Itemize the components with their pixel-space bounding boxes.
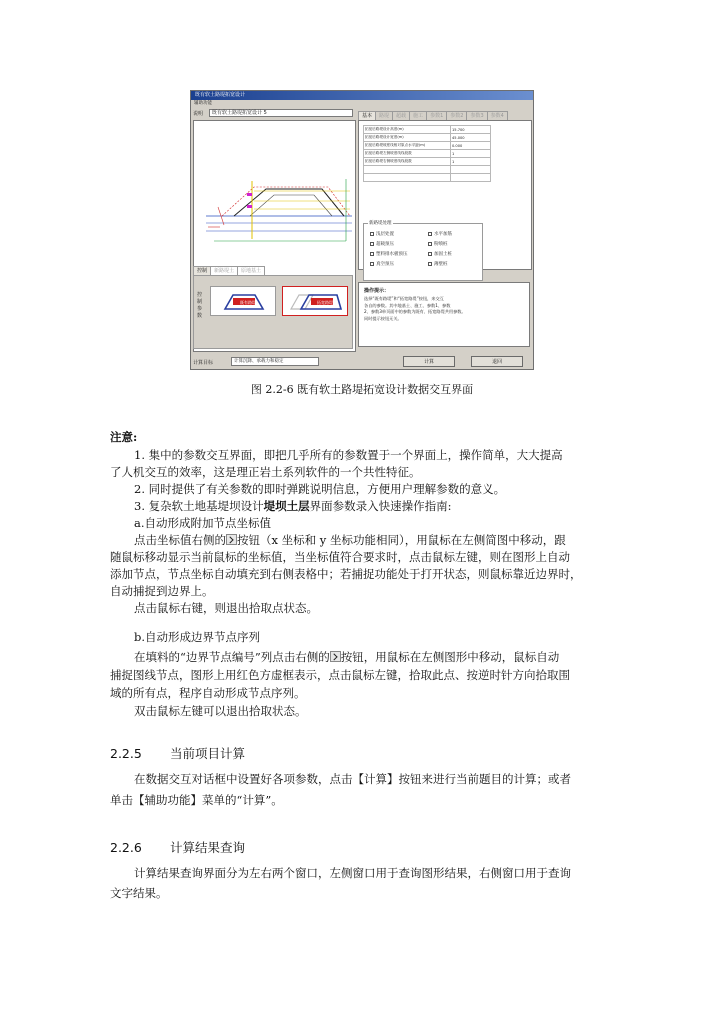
note-2: 2. 同时提供了有关参数的即时弹跳说明信息，方便用户理解参数的意义。 [134,482,506,496]
note-b-line4: 双击鼠标左键可以退出拾取状态。 [134,704,307,718]
checkbox-powder-pile[interactable]: 粉喷桩 [428,241,448,247]
note-b-line1: 在填料的“边界节点编号”列点击右侧的 按钮，用鼠标在左侧图形中移动，鼠标自动 [134,650,560,664]
tab-basic[interactable]: 基本 [358,111,376,120]
tip-line: 2、参数3单页面中的参数为既有、拓宽路堤共用参数。 [364,309,466,314]
note-a-line4: 自动捕捉到边界上。 [110,584,214,598]
note-a-title: a.自动形成附加节点坐标值 [134,516,272,530]
control-side-label: 控制参数 [197,292,203,319]
note-b-line2: 捕捉图线节点，图形上用红色方虚框表示，点击鼠标左键，拾取此点、按逆时针方向拾取围 [110,668,570,682]
parameter-tabs [358,111,532,120]
calculate-button[interactable]: 计算 [403,356,455,367]
param-value[interactable]: 1 [451,158,491,166]
section-heading-2-2-5: 2.2.5 当前项目计算 [110,746,246,761]
group-title: 新路堤处理 [369,221,392,226]
description-row [193,109,355,118]
tab-foundation-soil[interactable]: 原地基土 [237,266,265,275]
parameter-panel [358,120,532,270]
param-value[interactable]: 45.000 [451,134,491,142]
note-a-line1: 点击坐标值右侧的 按钮（x 坐标和 y 坐标功能相同），用鼠标在左侧简图中移动，跟 [134,533,566,547]
figure-caption: 图 2.2-6 既有软土路堤拓宽设计数据交互界面 [250,383,474,396]
dialog-window-figure [190,90,534,370]
checkbox-shallow[interactable]: 浅层处置 [370,231,394,237]
param-label: 拓宽后路堤设计宽度(m) [364,134,451,142]
note-a-line3: 添加节点，节点坐标自动填充到右侧表格中；若捕捉功能处于打开状态，则鼠标靠近边界时， [110,567,582,581]
pick-coordinate-icon [226,534,237,545]
tip-title: 操作提示： [364,288,390,294]
checkbox-drain-board[interactable]: 塑料排水板预压 [370,251,408,257]
param-value[interactable]: 15.700 [451,126,491,134]
pick-node-icon [330,651,341,662]
widened-embankment-option[interactable] [282,286,348,316]
note-a-line2: 随鼠标移动显示当前鼠标的坐标值，当坐标值符合要求时，点击鼠标左键，则在图形上自动 [110,550,570,564]
table-row [364,142,491,150]
option-left-label: 既有路堤 [240,300,256,305]
notes-heading: 注意: [110,430,138,444]
table-row [364,166,491,174]
table-row [364,158,491,166]
tab-control[interactable]: 控制 [193,266,211,275]
checkbox-thin-wall-pile[interactable]: 薄壁桩 [428,261,448,267]
menu-auxiliary[interactable]: 辅助功能 [194,101,212,106]
checkbox-surcharge[interactable]: 超载预压 [370,241,394,247]
checkbox-soil-pile[interactable]: 加固土桩 [428,251,452,257]
param-label: 拓宽后路堤左侧坡度线线段数 [364,150,451,158]
tab-param3[interactable]: 参数3 [466,111,487,120]
section-2-2-6-line1: 计算结果查询界面分为左右两个窗口，左侧窗口用于查询图形结果，右侧窗口用于查询 [134,866,571,880]
param-value[interactable]: 1 [451,150,491,158]
tab-surcharge[interactable]: 超载 [392,111,410,120]
checkbox-vacuum[interactable]: 真空预压 [370,261,394,267]
control-panel [193,275,353,349]
calc-target-row [193,356,533,368]
param-value[interactable]: 0.000 [451,142,491,150]
back-button[interactable]: 退回 [471,356,523,367]
tab-param2[interactable]: 参数2 [446,111,467,120]
checkbox-geogrid[interactable]: 水平加筋 [428,231,452,237]
note-3: 3. 复杂软土地基堤坝设计堤坝土层界面参数录入快速操作指南: [134,499,452,513]
calc-target-label: 计算目标 [193,360,214,366]
note-1a: 1. 集中的参数交互界面，即把几乎所有的参数置于一个界面上，操作简单，大大提高 [134,448,563,462]
tab-construction[interactable]: 施工 [409,111,427,120]
tab-param1[interactable]: 参数1 [426,111,447,120]
note-b-title: b.自动形成边界节点序列 [134,630,261,644]
param-label: 拓宽后路堤坡度线相对原点水平距(m) [364,142,451,150]
section-heading-2-2-6: 2.2.6 计算结果查询 [110,840,246,855]
note-b-line3: 域的所有点，程序自动形成节点序列。 [110,686,306,700]
description-label: 说明 [193,111,204,117]
param-label: 拓宽后路堤设计高度(m) [364,126,451,134]
operation-tip-box [358,282,530,347]
tip-line: 各自的参数。其中地基土、施工、参数1、参数 [364,302,451,308]
table-row [364,174,491,182]
section-2-2-6-line2: 文字结果。 [110,886,168,900]
description-input[interactable]: 既有软土路堤拓宽设计 5 [209,109,353,117]
table-row [364,134,491,142]
tab-param4[interactable]: 参数4 [487,111,508,120]
parameter-table [363,125,491,182]
section-2-2-5-line1: 在数据交互对话框中设置好各项参数，点击【计算】按钮来进行当前题目的计算；或者 [134,772,571,786]
option-right-label: 拓宽路堤 [317,300,333,305]
table-row [364,150,491,158]
param-label: 拓宽后路堤右侧坡度线线段数 [364,158,451,166]
bottom-tabs [193,266,353,275]
calc-target-select[interactable]: 计算沉降、承载力和稳定 [231,357,319,366]
embankment-drawing [194,121,355,263]
section-2-2-5-line2: 单击【辅助功能】菜单的“计算”。 [110,793,283,807]
tab-embankment[interactable]: 路堤 [375,111,393,120]
window-title-bar: 既有软土路堤拓宽设计 [191,91,533,100]
tip-line: 同时提示按钮无关。 [364,315,402,321]
note-1b: 了人机交互的效率，这是理正岩土系列软件的一个共性特征。 [110,465,421,479]
tip-line: 选择“既有路堤”和“拓宽路堤”按钮，来交互 [364,296,444,301]
table-row [364,126,491,134]
tab-new-fill[interactable]: 新路堤土 [210,266,238,275]
new-embankment-treatment-group [363,223,483,281]
note-a-line5: 点击鼠标右键，则退出拾取点状态。 [134,601,318,615]
